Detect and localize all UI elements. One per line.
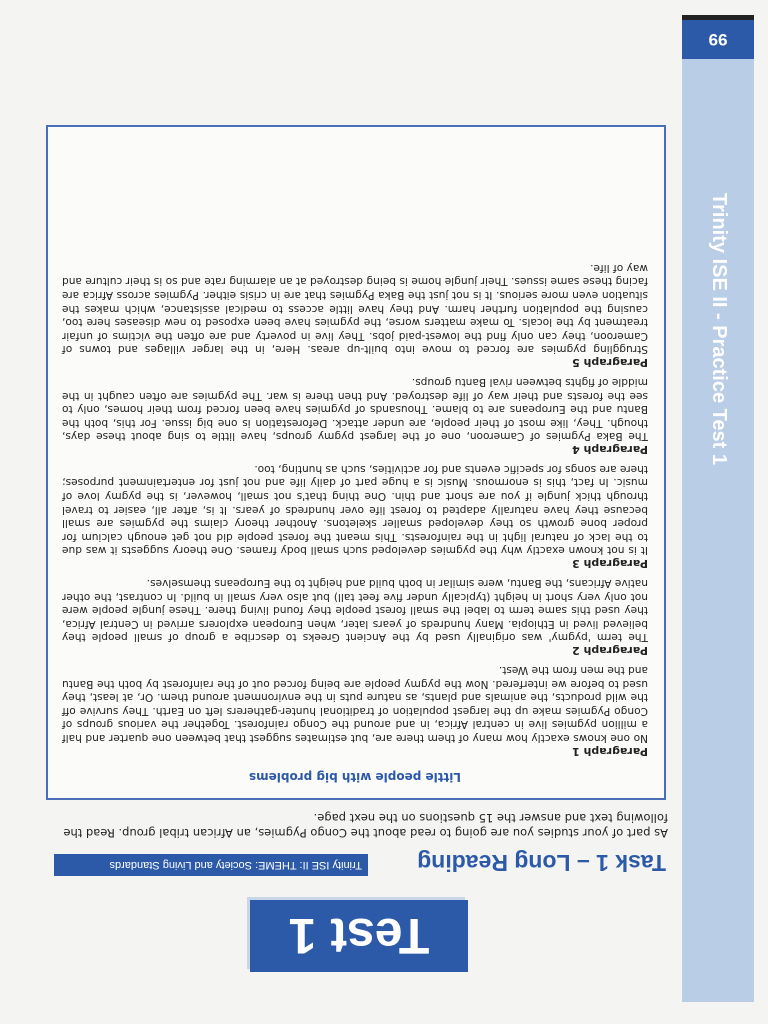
paragraph-block [62,374,648,456]
reading-text-box [46,125,666,800]
article-title: Little people with big problems [248,770,462,784]
paragraph-block [62,260,648,369]
paragraph-text: The term 'pygmy' was originally used by the Ancient Greeks to describe a group of small people they believed lived in Ethiopia. Many hundreds of years later, when European explorers arrived in Central Africa, they used this same term to label the small forest people they found living there. These jungle people were not only very short in height (typically under five feet tall) but also very small in build. In contrast, the other native Africans, the Bantu, were similar in both build and height to the Europeans themselves. [62,577,648,644]
paragraph-block [62,575,648,657]
paragraph-heading: Paragraph 1 [572,745,648,758]
paragraph-block [62,662,648,758]
paragraph-text: No one knows exactly how many of them there are, but estimates suggest that between one quarter and half a million pygmies live in central Africa, in and around the Congo rainforest. Together the various groups of Congo Pygmies make up the largest population of traditional hunter-gatherers left on Earth. They survive off the wild products, the animals and plants, as nature puts in the environment around them. Or, at least, they used to before we interfered. Now the pygmy people are being forced out of the rainforest by both the Bantu and the men from the West. [62,664,648,744]
paragraph-heading: Paragraph 5 [572,356,648,370]
page-number-rule [682,15,754,20]
task-heading: Task 1 – Long Reading [417,850,666,876]
test-badge: Test 1 [250,900,468,972]
paragraph-block [62,461,648,570]
paragraph-heading: Paragraph 4 [572,443,648,457]
page-number: 99 [682,19,754,59]
theme-banner: Trinity ISE II: THEME: Society and Living Standards [54,854,368,876]
paragraph-text: The Baka Pygmies of Cameroon, one of the largest pygmy groups, have little to sing about these days, though. They, like most of their people, are under attack. Deforestation is one big issue. For this, both the Bantu and the Europeans are to blame. Thousands of pygmies have been forced from their homes, only to see the forests and their way of life destroyed. And then there is war. The pygmies are often caught in the middle of fights between rival Bantu groups. [62,375,648,443]
task-instructions: As part of your studies you are going to read about the Congo Pygmies, an African tribal group. Read the following text and answer the 15 questions on the next page. [63,811,668,840]
paragraph-heading: Paragraph 2 [572,644,648,658]
paragraph-heading: Paragraph 3 [572,557,648,571]
paragraph-text: Struggling pygmies are forced to move into built-up areas. Here, in the larger villages and towns of Cameroon, they can only find the lowest-paid jobs. They live in poverty and are often the victims of unfair treatment by the locals. To make matters worse, the pygmies have been exposed to new diseases here too, causing the population further harm. And they have little access to medical assistance, which makes the situation even more serious. It is not just the Baka Pygmies that are in crisis either. Pygmies across Africa are facing these same issues. Their jungle home is being destroyed at an alarming rate and so is their culture and way of life. [62,261,648,356]
paragraph-text: It is not known exactly why the pygmies developed such small body frames. One theory suggests it was due to the lack of natural light in the rainforests. This meant the forest people did not get enough calcium for proper bone growth so they developed smaller skeletons. Another theory claims the pygmies are small because they have naturally adapted to forest life over hundreds of years. It is, after all, easier to travel through thick jungle if you are short and thin. One thing that's not small, however, is the pygmy love of music. In fact, this is enormous. Music is a huge part of daily life and not just for entertainment purposes; there are songs for specific events and for activities, such as hunting, too. [62,462,648,557]
side-strip-title: Trinity ISE II - Practice Test 1 [708,193,730,465]
